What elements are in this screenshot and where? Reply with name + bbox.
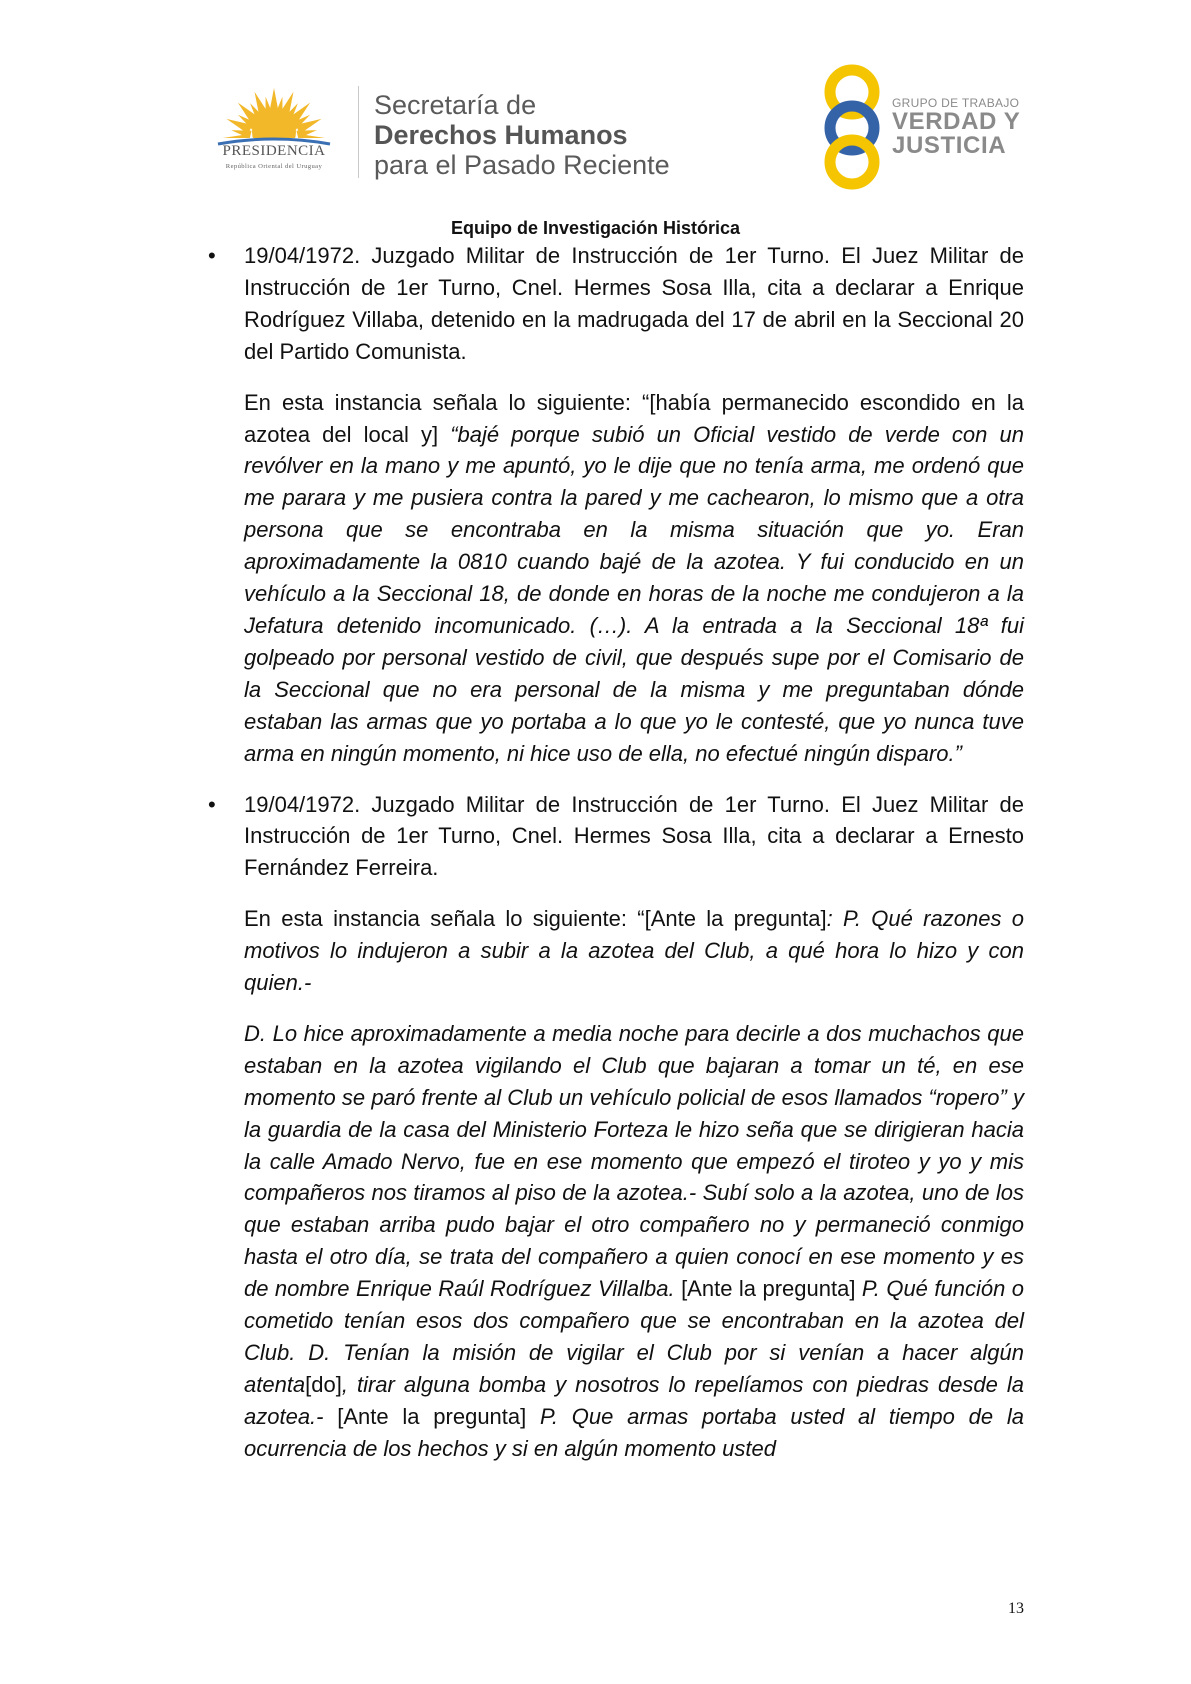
bullet-text-1: 19/04/1972. Juzgado Militar de Instrucción de 1er Turno. El Juez Militar de Instrucción de 1er Turno, Cnel. Hermes Sosa Illa, cita a declarar a Enrique Rodríguez Villaba, detenido en la madrugada del 17 de abril en la Seccional 20 del Partido Comunista. [244, 243, 1024, 364]
bullet-icon: • [208, 243, 216, 268]
statement-3-part-e: , tirar alguna bomba y nosotros lo repelíamos con piedras desde la azotea.- [244, 1371, 1024, 1429]
secretaria-line-2: Derechos Humanos [374, 120, 628, 150]
page-number: 13 [1008, 1600, 1024, 1617]
paragraph-statement-3 [244, 1018, 1024, 1465]
bullet-item-1 [208, 240, 1024, 368]
page-header [0, 0, 1191, 238]
presidencia-subtitle: República Oriental del Uruguay [225, 163, 323, 170]
header-divider [358, 86, 359, 178]
statement-3-part-f: [Ante la pregunta] [323, 1403, 541, 1429]
secretaria-line-3: para el Pasado Reciente [374, 150, 670, 180]
bullet-text-2: 19/04/1972. Juzgado Militar de Instrucción de 1er Turno. El Juez Militar de Instrucción de 1er Turno, Cnel. Hermes Sosa Illa, cita a declarar a Ernesto Fernández Ferreira. [244, 791, 1024, 881]
statement-2-quote: : P. Qué razones o motivos lo indujeron a subir a la azotea del Club, a qué hora lo hizo y con quien.- [244, 906, 1024, 996]
statement-3-part-c: P. Qué función o cometido tenían esos dos compañero que se encontraban en la azotea del Club. D. Tenían la misión de vigilar el Club por si venían a hacer algún atenta [244, 1276, 1025, 1397]
statement-3-part-d: [do] [305, 1371, 342, 1397]
document-body [208, 240, 1025, 1465]
team-title: Equipo de Investigación Histórica [450, 218, 741, 238]
paragraph-statement-2 [244, 903, 1024, 999]
paragraph-statement-1 [244, 387, 1024, 770]
presidencia-name: PRESIDENCIA [222, 143, 326, 159]
statement-1-quote: “bajé porque subió un Oficial vestido de verde con un revólver en la mano y me apuntó, yo le dije que no tenía arma, me ordenó que me parara y me pusiera contra la pared y me cachearon, lo mismo que a otra persona que se encontraba en la misma situación que yo. Eran aproximadamente la 0810 cuando bajé de la azotea. Y fui conducido en un vehículo a la Seccional 18, de donde en horas de la noche me condujeron a la Jefatura detenido incomunicado. (…). A la entrada a la Seccional 18ª fui golpeado por personal vestido de civil, que después supe por el Comisario de la Seccional que no era personal de la misma y me preguntaban dónde estaban las armas que yo portaba a lo que yo le contesté, que yo nunca tuve arma en ningún momento, ni hice uso de ella, no efectué ningún disparo.” [244, 421, 1024, 766]
grupo-title [892, 110, 1020, 158]
secretaria-line-1: Secretaría de [374, 90, 537, 120]
statement-2-intro: En esta instancia señala lo siguiente: “[Ante la pregunta] [244, 906, 827, 932]
linked-rings-icon [812, 62, 904, 190]
statement-3-part-b: [Ante la pregunta] [674, 1276, 862, 1302]
grupo-title-line-2: JUSTICIA [892, 132, 1007, 159]
grupo-title-line-1: VERDAD Y [892, 108, 1021, 135]
statement-3-part-g: P. Que armas portaba usted al tiempo de la ocurrencia de los hechos y si en algún momento usted [244, 1403, 1024, 1461]
statement-1-intro: En esta instancia señala lo siguiente: “[había permanecido escondido en la azotea del local y] [244, 389, 1024, 447]
bullet-item-2 [208, 789, 1024, 885]
grupo-label: GRUPO DE TRABAJO [892, 96, 1020, 110]
statement-3-part-a: D. Lo hice aproximadamente a media noche para decirle a dos muchachos que estaban en la azotea vigilando el Club que bajaran a tomar un té, en ese momento se paró frente al Club un vehículo policial de esos llamados “ropero” y la guardia de la casa del Ministerio Forteza le hizo seña que se dirigieran hacia la calle Amado Nervo, fue en ese momento que empezó el tiroteo y yo y mis compañeros nos tiramos al piso de la azotea.- Subí solo a la azotea, uno de los que estaban arriba pudo bajar el otro compañero no y permaneció conmigo hasta el otro día, se trata del compañero a quien conocí en ese momento y es de nombre Enrique Raúl Rodríguez Villalba. [244, 1020, 1024, 1302]
secretaria-title [374, 90, 670, 180]
bullet-icon: • [208, 791, 216, 817]
